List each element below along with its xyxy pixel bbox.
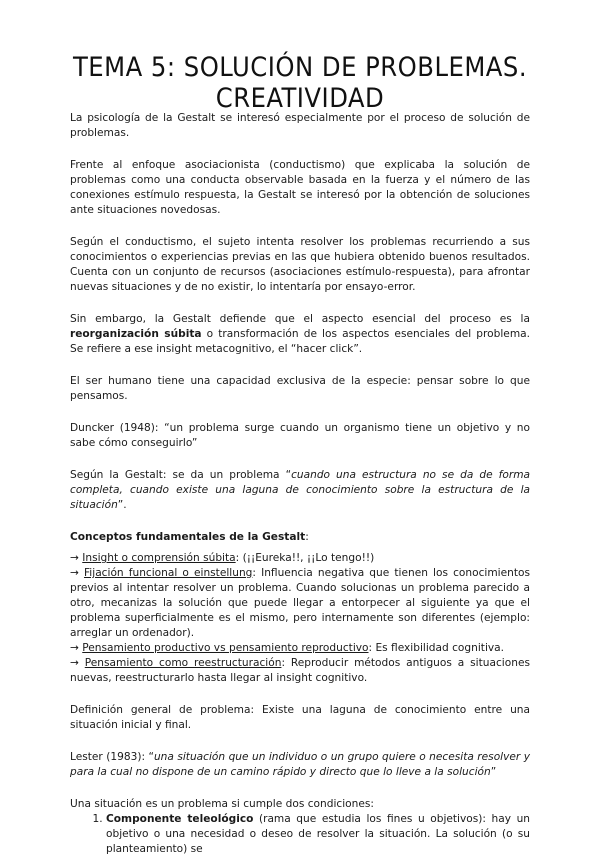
concepts-heading-text: Conceptos fundamentales de la Gestalt: [70, 531, 306, 543]
bold-term: Componente teleológico: [106, 813, 254, 825]
arrow-icon: →: [70, 642, 83, 654]
italic-quote: una situación que un individuo o un grupo quiere o necesita resolver y para la cual no dispone de un camino rápido y directo que lo lleve a la solución: [70, 751, 530, 778]
concept-term: Fijación funcional o einstellung: [83, 567, 253, 579]
paragraph-asociacionismo: Frente al enfoque asociacionista (conductismo) que explicaba la solución de problemas como una conducta observable basada en la fuerza y el número de las conexiones estímulo respuesta, la Gestalt se interesó por la obtención de soluciones ante situaciones novedosas.: [70, 159, 530, 216]
concepts-heading: [70, 530, 530, 545]
paragraph-gestalt-problema: [70, 468, 530, 513]
paragraph-lester: [70, 750, 530, 780]
text-span: ”: [490, 766, 497, 778]
text-span: Sin embargo, la Gestalt defiende que el aspecto esencial del proceso es la: [70, 313, 530, 325]
paragraph-gestalt: [70, 312, 530, 357]
concept-text: : Influencia negativa que tienen los conocimientos previos al intentar resolver un problema. Cuando solucionas un problema parecido a otro, mecanizas la solución que puede llegar a entorpecer al siguiente ya que el problema superficialmente es el mismo, pero internamente son diferentes (ejemplo: arreglar un ordenador).: [70, 567, 530, 639]
conditions-list: [70, 812, 530, 857]
concept-text: : (¡¡Eureka!!, ¡¡Lo tengo!!): [235, 552, 375, 564]
text-span: ”.: [117, 499, 127, 511]
concepts-list: [70, 551, 530, 686]
paragraph-definicion: Definición general de problema: Existe una laguna de conocimiento entre una situación inicial y final.: [70, 704, 530, 731]
document-body: [70, 111, 530, 857]
concept-text: : Es flexibilidad cognitiva.: [368, 642, 505, 654]
text-span: o transformación de los aspectos esenciales del problema. Se refiere a ese insight metacognitivo, el “hacer click”.: [70, 328, 530, 355]
arrow-icon: →: [70, 552, 83, 564]
text-span: Según la Gestalt: se da un problema “: [70, 469, 292, 481]
text-span: Lester (1983): “: [70, 751, 154, 763]
concept-item: [70, 656, 530, 686]
concept-term: Pensamiento productivo vs pensamiento reproductivo: [82, 642, 369, 654]
concept-term: Insight o comprensión súbita: [82, 552, 236, 564]
paragraph-intro: La psicología de la Gestalt se interesó especialmente por el proceso de solución de problemas.: [70, 112, 530, 139]
list-item: [106, 812, 530, 857]
page-title: TEMA 5: SOLUCIÓN DE PROBLEMAS. CREATIVIDAD: [72, 52, 528, 114]
paragraph-metacognicion: El ser humano tiene una capacidad exclusiva de la especie: pensar sobre lo que pensamos.: [70, 375, 530, 402]
paragraph-condiciones: Una situación es un problema si cumple dos condiciones:: [70, 798, 374, 810]
concept-item: [70, 566, 530, 641]
arrow-icon: →: [70, 567, 84, 579]
concept-term: Pensamiento como reestructuración: [84, 657, 282, 669]
concept-item: [70, 641, 530, 656]
bold-term: reorganización súbita: [70, 328, 202, 340]
paragraph-duncker: Duncker (1948): “un problema surge cuando un organismo tiene un objetivo y no sabe cómo conseguirlo”: [70, 422, 530, 449]
concept-item: [70, 551, 530, 566]
concept-text: : Reproducir métodos antiguos a situaciones nuevas, reestructurarlo hasta llegar al insight cognitivo.: [70, 657, 530, 684]
arrow-icon: →: [70, 657, 85, 669]
italic-quote: cuando una estructura no se da de forma completa, cuando existe una laguna de conocimiento sobre la estructura de la situación: [70, 469, 530, 511]
text-span: (rama que estudia los fines u objetivos): hay un objetivo o una necesidad o deseo de resolver la situación. La solución (o su planteamiento) se: [106, 813, 531, 855]
text-span: :: [305, 531, 309, 543]
paragraph-conductismo: Según el conductismo, el sujeto intenta resolver los problemas recurriendo a sus conocimientos o experiencias previas en las que hubiera obtenido buenos resultados. Cuenta con un conjunto de recursos (asociaciones estímulo-respuesta), para afrontar nuevas situaciones y de no existir, lo intentaría por ensayo-error.: [70, 236, 530, 293]
